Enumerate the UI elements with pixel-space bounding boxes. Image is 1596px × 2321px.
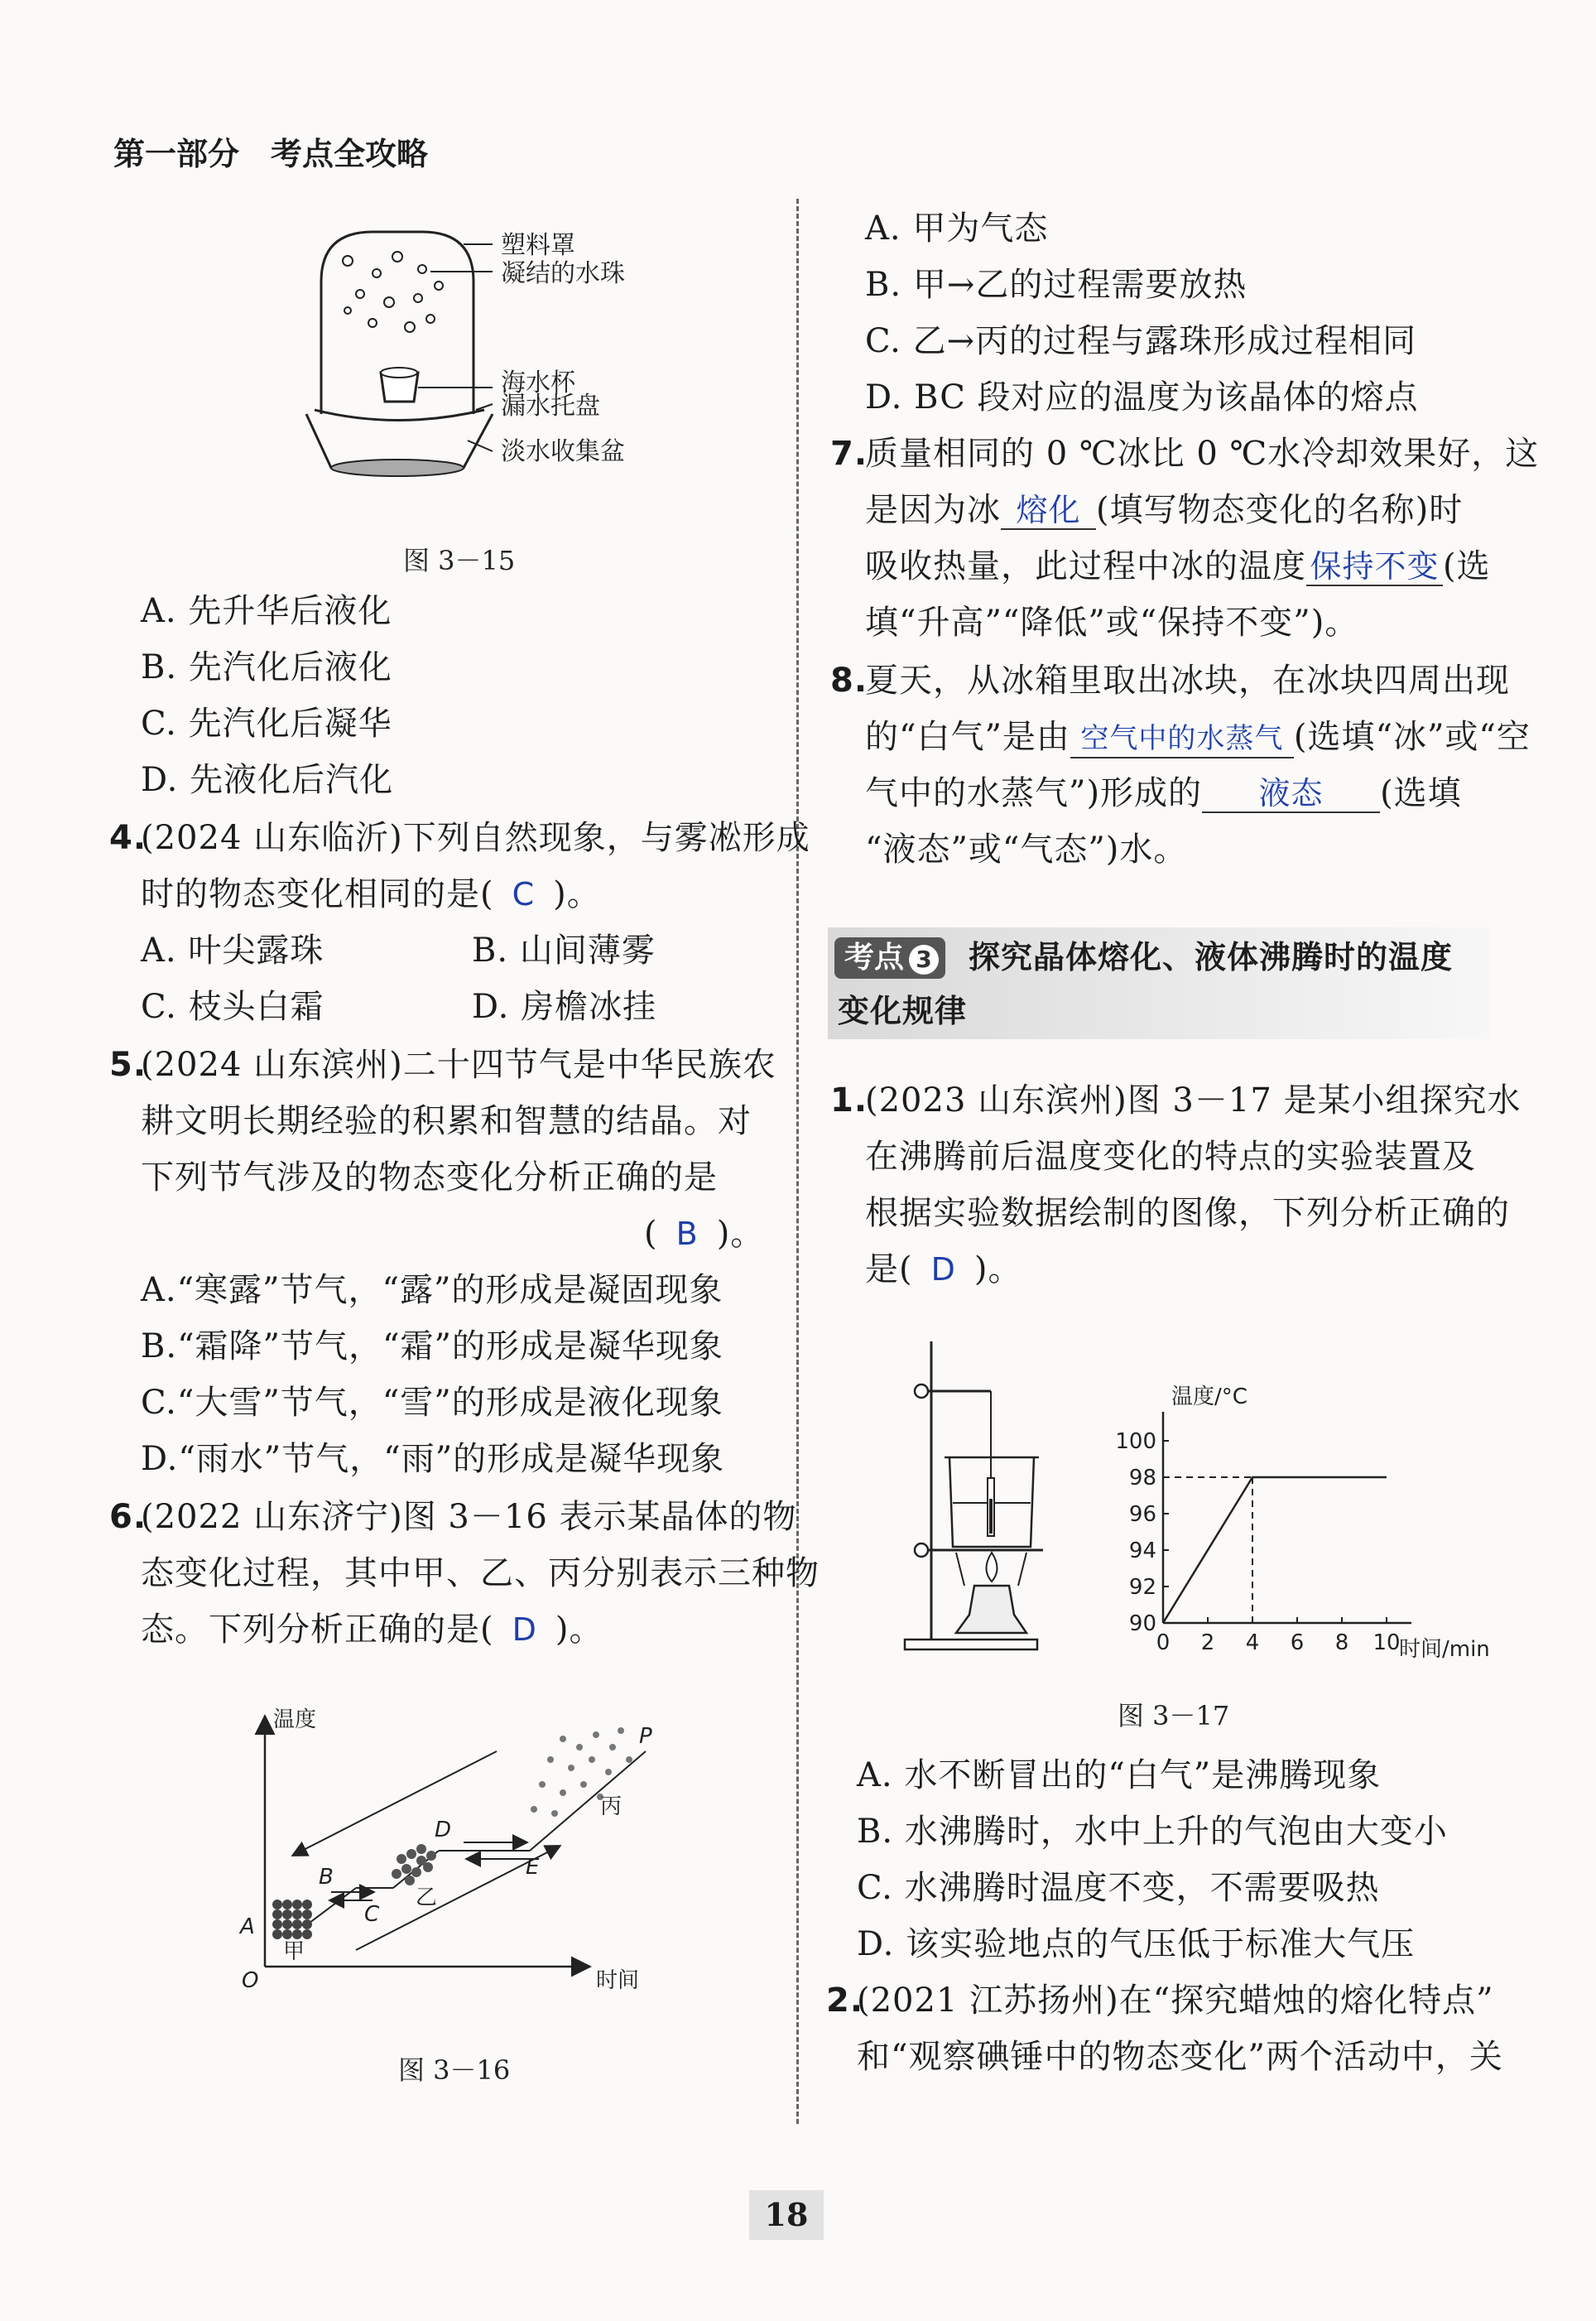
- q5-answer: B: [675, 1216, 699, 1252]
- section-3-title-line-1: 探究晶体熔化、液体沸腾时的温度: [969, 939, 1454, 975]
- q4-option-c: C. 枝头白霜: [141, 988, 324, 1026]
- q6-line-3: 态。下列分析正确的是( D )。: [141, 1611, 603, 1649]
- chart-y-tick-label: 90: [1128, 1611, 1156, 1636]
- fig16-point-a: A: [240, 1914, 255, 1939]
- s3q1-option-c: C. 水沸腾时温度不变，不需要吸热: [857, 1869, 1380, 1907]
- q6-option-d: D. BC 段对应的温度为该晶体的熔点: [865, 378, 1419, 417]
- chart-y-tick-label: 98: [1128, 1466, 1156, 1490]
- fig16-axis-y-label: 温度: [273, 1707, 317, 1732]
- q7-line-4: 填“升高”“降低”或“保持不变”)。: [865, 604, 1359, 642]
- figure-3-17-apparatus: [898, 1333, 1064, 1656]
- q4-line-2: 时的物态变化相同的是( C )。: [141, 875, 601, 913]
- fig15-caption: 图 3－15: [403, 545, 516, 576]
- q5-line-3: 下列节气涉及的物态变化分析正确的是: [141, 1158, 718, 1197]
- q5-line-2: 耕文明长期经验的积累和智慧的结晶。对: [141, 1102, 752, 1140]
- page-number: 18: [749, 2190, 824, 2240]
- q4-number: 4.: [109, 819, 147, 857]
- fig15-label-tray: 漏水托盘: [501, 392, 600, 421]
- chart-x-tick-label: 8: [1334, 1630, 1349, 1655]
- chart-y-tick-label: 92: [1128, 1575, 1156, 1600]
- q4-option-a: A. 叶尖露珠: [141, 932, 324, 970]
- s3q2-line-1: (2021 江苏扬州)在“探究蜡烛的熔化特点”: [857, 1982, 1494, 2020]
- figure-3-15: [298, 224, 654, 530]
- s3q2-line-2: 和“观察碘锤中的物态变化”两个活动中，关: [857, 2038, 1503, 2076]
- section-3-title-line-2: 变化规律: [838, 993, 968, 1029]
- q8-blank-1: 空气中的水蒸气: [1070, 720, 1294, 758]
- q7-number: 7.: [830, 435, 868, 473]
- chart-x-tick-label: 4: [1245, 1630, 1260, 1655]
- fig16-point-d: D: [435, 1818, 452, 1842]
- fig15-label-basin: 淡水收集盆: [501, 437, 625, 466]
- chart-y-tick-label: 96: [1128, 1502, 1156, 1527]
- section-3-badge: 考点 3: [834, 937, 945, 979]
- fig15-label-cover: 塑料罩: [501, 231, 575, 260]
- q8-number: 8.: [830, 662, 868, 700]
- page-header-title: 第一部分 考点全攻略: [113, 136, 429, 172]
- q5-option-a: A.“寒露”节气，“露”的形成是凝固现象: [141, 1271, 723, 1309]
- q7-line-3: 吸收热量，此过程中冰的温度 保持不变 (选: [865, 547, 1491, 585]
- fig16-point-e: E: [526, 1855, 540, 1880]
- fig16-caption: 图 3－16: [398, 2054, 511, 2086]
- q6-line-1: (2022 山东济宁)图 3－16 表示某晶体的物: [141, 1498, 797, 1536]
- q7-line-1: 质量相同的 0 ℃冰比 0 ℃水冷却效果好，这: [865, 435, 1540, 473]
- q8-line-2: 的“白气”是由 空气中的水蒸气 (选填“冰”或“空: [865, 715, 1531, 758]
- q7-line-2: 是因为冰 熔化 (填写物态变化的名称)时: [865, 491, 1464, 529]
- fig16-origin: O: [242, 1968, 259, 1993]
- fig16-state-yi: 乙: [416, 1885, 438, 1910]
- fig17-caption: 图 3－17: [1118, 1700, 1230, 1731]
- q3-option-c: C. 先汽化后凝华: [141, 705, 392, 743]
- fig15-label-droplets: 凝结的水珠: [501, 259, 625, 288]
- q3-option-d: D. 先液化后汽化: [141, 761, 394, 799]
- fig16-point-c: C: [364, 1902, 380, 1927]
- chart-series-line: [1163, 1477, 1387, 1623]
- q5-option-c: C.“大雪”节气，“雪”的形成是液化现象: [141, 1384, 723, 1422]
- s3q1-option-a: A. 水不断冒出的“白气”是沸腾现象: [857, 1756, 1382, 1794]
- s3q1-line-2: 在沸腾前后温度变化的特点的实验装置及: [865, 1138, 1476, 1176]
- fig16-point-p: P: [639, 1724, 652, 1749]
- q8-blank-2: 液态: [1202, 775, 1380, 813]
- q8-line-1: 夏天，从冰箱里取出冰块，在冰块四周出现: [865, 662, 1510, 700]
- q7-blank-2: 保持不变: [1306, 548, 1443, 586]
- s3q1-option-b: B. 水沸腾时，水中上升的气泡由大变小: [857, 1813, 1448, 1851]
- chart-y-tick-label: 100: [1115, 1429, 1156, 1454]
- q8-line-3: 气中的水蒸气”)形成的 液态 (选填: [865, 774, 1462, 812]
- chart-x-tick-label: 6: [1290, 1630, 1305, 1655]
- fig16-point-b: B: [319, 1865, 334, 1890]
- q7-blank-1: 熔化: [1001, 492, 1096, 530]
- fig15-label-cup: 海水杯: [501, 368, 575, 397]
- q4-option-b: B. 山间薄雾: [472, 932, 656, 970]
- q4-option-d: D. 房檐冰挂: [472, 988, 657, 1026]
- fig16-state-bing: 丙: [600, 1794, 623, 1819]
- s3q1-number: 1.: [830, 1081, 868, 1120]
- q5-option-d: D.“雨水”节气，“雨”的形成是凝华现象: [141, 1440, 725, 1478]
- chart-y-tick-label: 94: [1128, 1539, 1156, 1563]
- q5-answer-line: ( B )。: [644, 1215, 765, 1253]
- fig16-axis-x-label: 时间: [596, 1968, 640, 1993]
- figure-3-17-chart: [1115, 1384, 1490, 1662]
- q5-number: 5.: [109, 1046, 147, 1084]
- q8-line-4: “液态”或“气态”)水。: [865, 831, 1188, 869]
- q6-number: 6.: [109, 1498, 147, 1536]
- q3-option-a: A. 先升华后液化: [141, 592, 392, 630]
- s3q1-line-1: (2023 山东滨州)图 3－17 是某小组探究水: [865, 1081, 1521, 1120]
- s3q1-answer: D: [930, 1251, 956, 1288]
- q4-answer: C: [512, 876, 536, 913]
- q6-line-2: 态变化过程，其中甲、乙、丙分别表示三种物: [141, 1554, 820, 1592]
- column-divider: [796, 199, 799, 2124]
- q4-line-1: (2024 山东临沂)下列自然现象，与雾凇形成: [141, 819, 810, 857]
- q6-option-b: B. 甲→乙的过程需要放热: [865, 266, 1247, 304]
- s3q1-line-3: 根据实验数据绘制的图像，下列分析正确的: [865, 1194, 1510, 1232]
- q5-option-b: B.“霜降”节气，“霜”的形成是凝华现象: [141, 1327, 723, 1365]
- chart-x-label: 时间/min: [1399, 1637, 1490, 1662]
- q5-line-1: (2024 山东滨州)二十四节气是中华民族农: [141, 1046, 776, 1084]
- chart-x-tick-label: 0: [1156, 1630, 1171, 1655]
- s3q1-option-d: D. 该实验地点的气压低于标准大气压: [857, 1925, 1416, 1963]
- q6-option-a: A. 甲为气态: [865, 209, 1049, 248]
- chart-x-tick-label: 2: [1200, 1630, 1215, 1655]
- figure-3-16: [232, 1702, 679, 2000]
- q6-answer: D: [512, 1611, 537, 1648]
- chart-y-label: 温度/°C: [1171, 1384, 1247, 1409]
- chart-x-tick-label: 10: [1372, 1630, 1401, 1655]
- q3-option-b: B. 先汽化后液化: [141, 648, 392, 686]
- q6-option-c: C. 乙→丙的过程与露珠形成过程相同: [865, 322, 1417, 360]
- section-3-badge-number: 3: [909, 945, 939, 975]
- s3q1-line-4: 是( D )。: [865, 1250, 1022, 1288]
- fig16-state-jia: 甲: [283, 1939, 305, 1964]
- s3q2-number: 2.: [826, 1982, 864, 2020]
